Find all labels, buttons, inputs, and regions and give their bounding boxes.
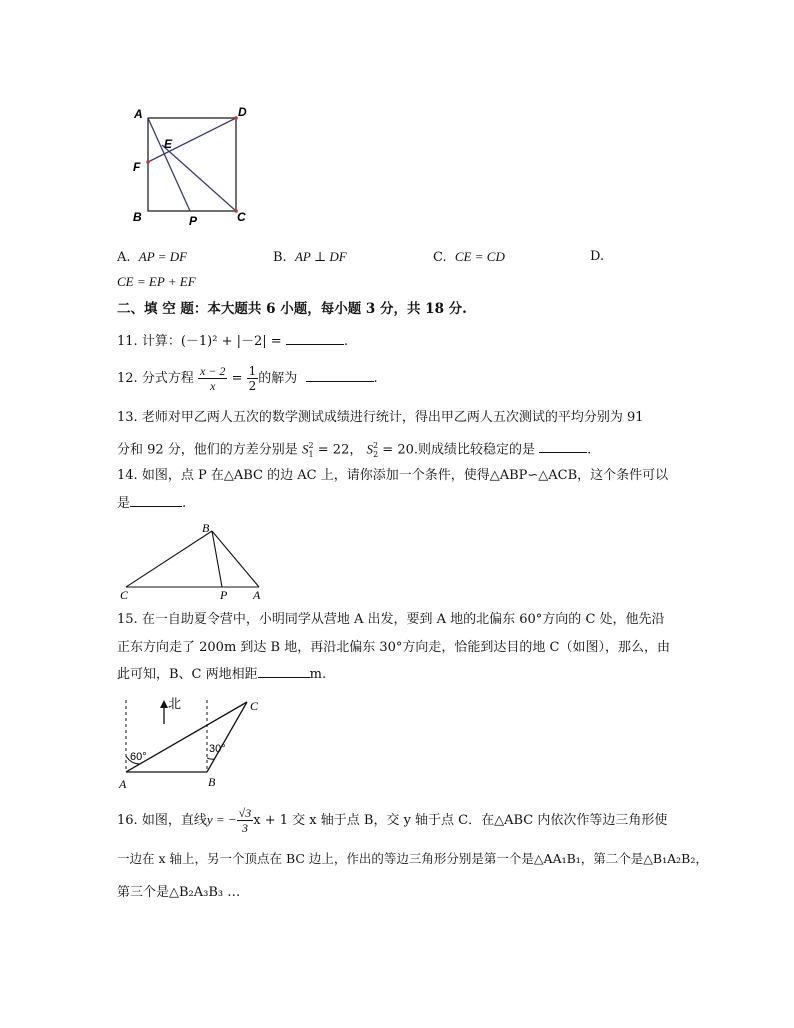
segment-bp [212, 531, 222, 587]
point-f [146, 160, 150, 164]
question-16-line-2: 一边在 x 轴上，另一个顶点在 BC 边上，作出的等边三角形分别是第一个是△AA₁B₁，第二个是△B₁A₂B₂， [117, 851, 708, 866]
label-f: F [133, 160, 141, 174]
label-e: E [164, 137, 173, 151]
segment-df [148, 118, 236, 162]
q15-answer-blank[interactable] [258, 665, 310, 678]
label-a: A [134, 107, 143, 121]
label-c: C [250, 699, 259, 713]
q10-option-c: C. CE = CD [433, 249, 505, 265]
segment-bc [207, 702, 247, 772]
question-15-line-2: 正东方向走了 200m 到达 B 地，再沿北偏东 30°方向走，恰能到达目的地 C（如图），那么，由 [117, 640, 670, 655]
north-arrow-head [160, 700, 168, 708]
label-b: B [208, 775, 216, 789]
q10-option-b: B. AP ⊥ DF [273, 249, 347, 265]
label-p: P [220, 588, 228, 602]
label-a: A [253, 588, 261, 602]
question-14-line-2: 是 . [117, 496, 187, 511]
q10-option-d-expr: CE = EP + EF [117, 274, 196, 289]
question-16-line-1: 16. 如图，直线y = − $\frac{√3}{3}$ x + 1 交 x 轴于点 B，交 y 轴于点 C．在△ABC 内依次作等边三角形使 [117, 806, 668, 835]
question-15-line-3: 此可知，B、C 两地相距 m. [117, 667, 327, 682]
segment-ec [162, 145, 236, 211]
angle-30-arc [207, 758, 215, 759]
question-13-line-2: 分和 92 分，他们的方差分别是 $S^2_1 = 22$， $S^2_2 = 20$.则成绩比较稳定的是 . [117, 441, 592, 459]
q14-triangle-figure [116, 518, 276, 602]
q15-direction-figure [114, 688, 274, 796]
label-p: P [189, 214, 198, 228]
section-2-heading: 二、填 空 题：本大题共 6 小题，每小题 3 分，共 18 分. [117, 301, 467, 317]
q12-rhs-fraction: $\frac{1}{2}$ [248, 364, 257, 393]
q14-answer-blank[interactable] [130, 494, 182, 507]
question-16-line-3: 第三个是△B₂A₃B₃ … [117, 885, 241, 900]
label-angle-60: 60° [130, 751, 147, 763]
q13-answer-blank[interactable] [539, 440, 587, 453]
label-c: C [120, 588, 129, 602]
label-a: A [119, 777, 127, 791]
segment-ba [212, 531, 259, 587]
q11-answer-blank[interactable] [286, 332, 344, 345]
question-11: 11. 计算：(－1)² + |－2| = . [117, 334, 348, 349]
q10-square-figure [120, 100, 260, 230]
question-14-line-1: 14. 如图，点 P 在△ABC 的边 AC 上，请你添加一个条件，使得△ABP∽△ACB，这个条件可以 [117, 468, 669, 483]
label-c: C [237, 210, 246, 224]
label-north: 北 [168, 696, 182, 711]
label-b: B [133, 210, 142, 224]
question-12: 12. 分式方程 $\frac{x - 2}{x}$ = $\frac{1}{2}$ 的解为 . [117, 364, 378, 393]
q12-answer-blank[interactable] [306, 369, 374, 382]
q10-option-a: A. AP = DF [117, 249, 188, 265]
q16-fraction: $\frac{√3}{3}$ [238, 806, 252, 835]
label-b: B [202, 521, 210, 535]
square-abcd [148, 118, 236, 211]
segment-cb [126, 531, 212, 587]
label-d: D [238, 105, 247, 119]
label-angle-30: 30° [209, 743, 226, 755]
question-13-line-1: 13. 老师对甲乙两人五次的数学测试成绩进行统计，得出甲乙两人五次测试的平均分别为 91 [117, 410, 644, 425]
question-15-line-1: 15. 在一自助夏令营中，小明同学从营地 A 出发，要到 A 地的北偏东 60°方向的 C 处，他先沿 [117, 612, 665, 627]
q12-lhs-fraction: $\frac{x - 2}{x}$ [199, 364, 226, 393]
q10-option-d-letter: D. [590, 249, 605, 264]
